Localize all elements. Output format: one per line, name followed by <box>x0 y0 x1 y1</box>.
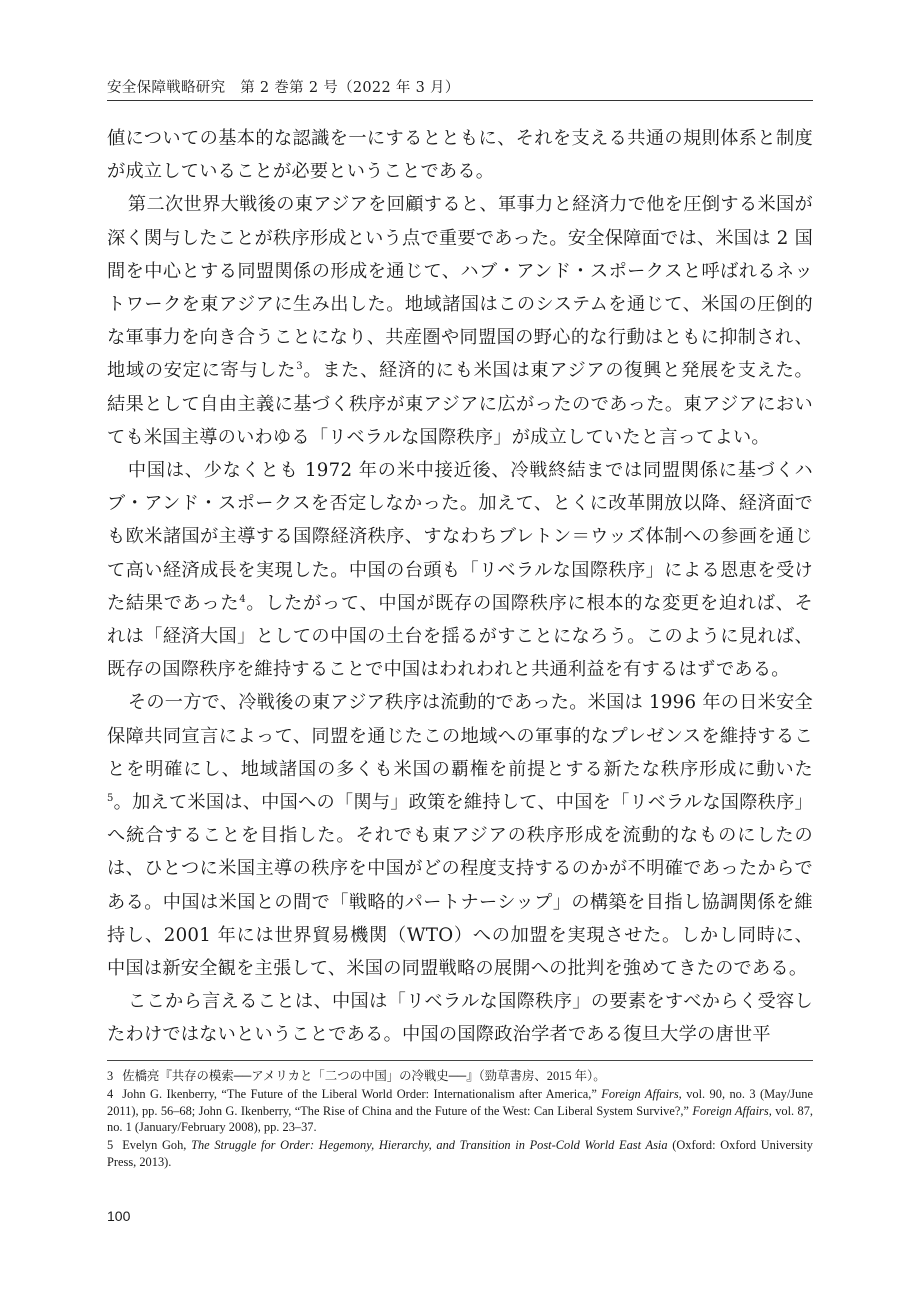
footnote-number: 5 <box>107 1138 114 1153</box>
footnote-text: (Oxford: Oxford University Press, 2013). <box>107 1138 813 1169</box>
paragraph-4-text-a: その一方で、冷戦後の東アジア秩序は流動的であった。米国は 1996 年の日米安全保障共同宣言によって、同盟を通じたこの地域への軍事的なプレゼンスを維持することを明確にし、地域諸国の多くも米国の覇権を前提とする新たな秩序形成に動いた <box>107 692 813 780</box>
paragraph-2 <box>107 188 813 454</box>
footnote-text: 佐橋亮『共存の模索──アメリカと「二つの中国」の冷戦史──』（勁草書房、2015 年）。 <box>122 1069 606 1083</box>
footnote-5 <box>107 1137 813 1171</box>
paragraph-3 <box>107 454 813 686</box>
paragraph-5: ここから言えることは、中国は「リベラルな国際秩序」の要素をすべからく受容したわけではないということである。中国の国際政治学者である復旦大学の唐世平 <box>107 991 813 1046</box>
page-number: 100 <box>107 1208 131 1224</box>
footnote-ref-5[interactable]: 5 <box>107 793 114 805</box>
footnotes <box>107 1068 813 1172</box>
header-divider <box>107 100 813 101</box>
paragraph-4-text-b: 。加えて米国は、中国への「関与」政策を維持して、中国を「リベラルな国際秩序」へ統合することを目指した。それでも東アジアの秩序形成を流動的なものにしたのは、ひとつに米国主導の秩序を中国がどの程度支持するのかが不明確であったからである。中国は米国との間で「戦略的パートナーシップ」の構築を目指し協調関係を維持し、2001 年には世界貿易機関（WTO）への加盟を実現させた。しかし同時に、中国は新安全観を主張して、米国の同盟戦略の展開への批判を強めてきたのである。 <box>107 792 813 980</box>
footnote-ref-3[interactable]: 3 <box>296 361 303 373</box>
footnote-text: John G. Ikenberry, “The Future of the Liberal World Order: Internationalism after America,” <box>122 1086 602 1101</box>
footnote-text: vol. 87, no. 1 (January/February 2008), pp. 23–37. <box>107 1103 814 1135</box>
paragraph-2-text-b: 。また、経済的にも米国は東アジアの復興と発展を支えた。結果として自由主義に基づく秩序が東アジアに広がったのであった。東アジアにおいても米国主導のいわゆる「リベラルな国際秩序」が成立していたと言ってよい。 <box>107 360 813 448</box>
footnote-3 <box>107 1068 813 1085</box>
footnote-text: vol. 90, no. 3 (May/June 2011), pp. 56–68; John G. Ikenberry, “The Rise of China and the Future of the West: Can Liberal System Survive?,” <box>107 1086 813 1118</box>
footnote-ref-4[interactable]: 4 <box>239 593 246 605</box>
paragraph-3-text-b: 。したがって、中国が既存の国際秩序に根本的な変更を迫れば、それは「経済大国」としての中国の土台を揺るがすことになろう。このように見れば、既存の国際秩序を維持することで中国はわれわれと共通利益を有するはずである。 <box>107 592 813 681</box>
paragraph-2-text-a: 第二次世界大戦後の東アジアを回顧すると、軍事力と経済力で他を圧倒する米国が深く関与したことが秩序形成という点で重要であった。安全保障面では、米国は 2 国間を中心とする同盟関係の形成を通じて、ハブ・アンド・スポークスと呼ばれるネットワークを東アジアに生み出した。地域諸国はこのシステムを通じて、米国の圧倒的な軍事力を向き合うことになり、共産圏や同盟国の野心的な行動はともに抑制され、地域の安定に寄与した <box>107 194 813 382</box>
paragraph-3-text-a: 中国は、少なくとも 1972 年の米中接近後、冷戦終結までは同盟関係に基づくハブ・アンド・スポークスを否定しなかった。加えて、とくに改革開放以降、経済面でも欧米諸国が主導する国際経済秩序、すなわちブレトン＝ウッズ体制への参画を通じて高い経済成長を実現した。中国の台頭も「リベラルな国際秩序」による恩恵を受けた結果であった <box>107 460 813 614</box>
journal-title: Foreign Affairs, <box>601 1086 682 1101</box>
paragraph-1: 値についての基本的な認識を一にするとともに、それを支える共通の規則体系と制度が成立していることが必要ということである。 <box>107 128 813 183</box>
footnote-divider <box>107 1060 813 1061</box>
footnote-text: Evelyn Goh, <box>122 1138 192 1153</box>
running-header: 安全保障戦略研究 第 2 巻第 2 号（2022 年 3 月） <box>107 80 460 96</box>
footnote-4 <box>107 1086 813 1136</box>
journal-title: Foreign Affairs, <box>692 1103 772 1118</box>
book-title: The Struggle for Order: Hegemony, Hierarchy, and Transition in Post-Cold World East Asia <box>191 1138 668 1153</box>
footnote-number: 3 <box>107 1069 114 1083</box>
body-text <box>107 122 813 1052</box>
footnote-number: 4 <box>107 1086 114 1101</box>
paragraph-4 <box>107 686 813 985</box>
